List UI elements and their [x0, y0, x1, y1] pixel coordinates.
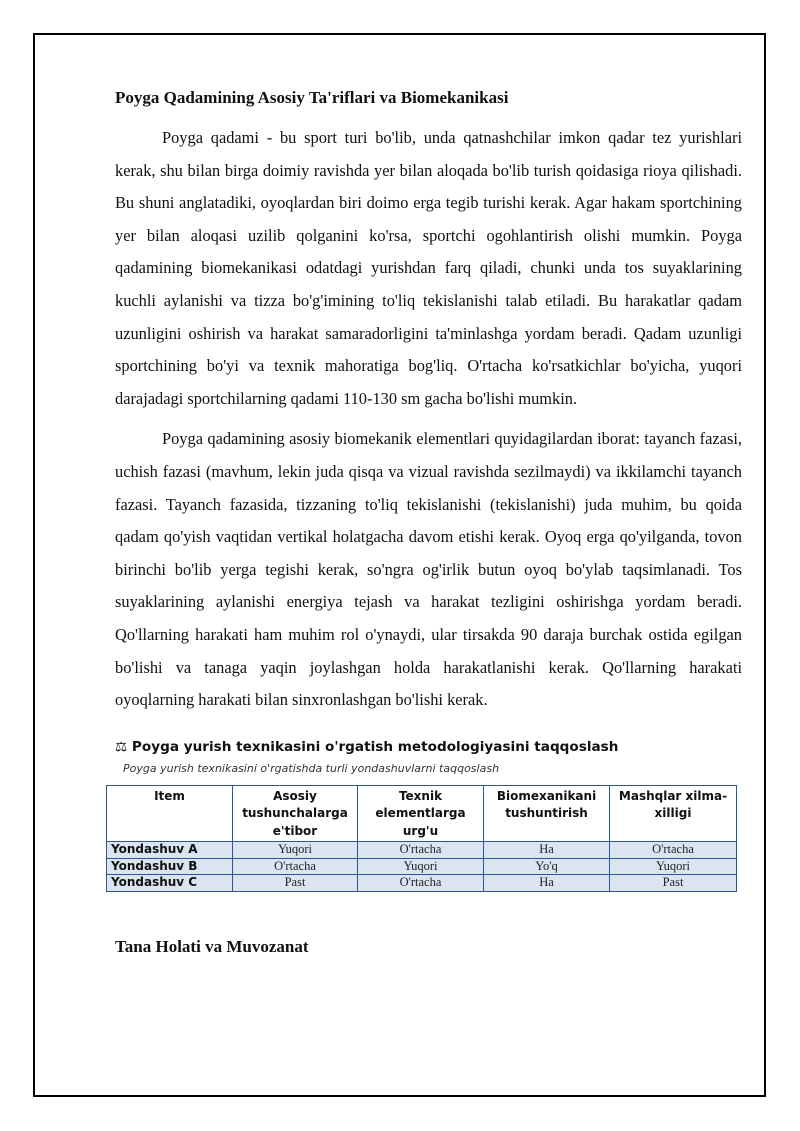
paragraph: Poyga qadamining asosiy biomekanik elementlari quyidagilardan iborat: tayanch fazasi, uchish fazasi (mavhum, lekin juda qisqa va vizual ravishda sezilmaydi) va ikkilamchi tayanch fazasi. Tayanch fazasida, tizzaning to'liq tekislanishi (tekislanishi) juda muhim, bu qoida qadam qo'yish vaqtidan vertikal holatgacha davom etishi kerak. Oyoq erga qo'yilganda, tovon birinchi bo'lib yerga tegishi kerak, so'ngra og'irlik butun oyoq bo'ylab taqsimlanadi. Tos suyaklarining aylanishi energiya tejash va harakat tezligini oshirishga yordam beradi. Qo'llarning harakati ham muhim rol o'ynaydi, ular tirsakda 90 daraja burchak ostida egilgan bo'lishi va tanaga yaqin joylashgan holda harakatlanishi kerak. Qo'llarning harakati oyoqlarning harakati bilan sinxronlashgan bo'lishi kerak.: [115, 429, 742, 710]
column-header: Item: [107, 785, 233, 842]
table-cell: Ha: [484, 842, 610, 859]
column-header: Asosiy tushunchalarga e'tibor: [233, 785, 358, 842]
table-cell: Ha: [484, 875, 610, 892]
table-header-row: [107, 785, 737, 842]
row-header: Yondashuv A: [107, 842, 233, 859]
table-cell: O'rtacha: [233, 858, 358, 875]
table-cell: Yo'q: [484, 858, 610, 875]
table-cell: O'rtacha: [358, 875, 484, 892]
table-row: [107, 842, 737, 859]
column-header: Biomexanikani tushuntirish: [484, 785, 610, 842]
comparison-table: [106, 785, 737, 892]
scales-icon: ⚖: [115, 738, 128, 755]
document-content: [111, 83, 742, 962]
table-caption: Poyga yurish texnikasini o'rgatishda turli yondashuvlarni taqqoslash: [123, 761, 500, 775]
column-header: Mashqlar xilma-xilligi: [610, 785, 737, 842]
column-header: Texnik elementlarga urg'u: [358, 785, 484, 842]
table-cell: O'rtacha: [610, 842, 737, 859]
table-title: [115, 738, 742, 756]
paragraph: Poyga qadami - bu sport turi bo'lib, unda qatnashchilar imkon qadar tez yurishlari kerak, shu bilan birga doimiy ravishda yer bilan aloqada bo'lib turish qoidasiga rioya qilishadi. Bu shuni anglatadiki, oyoqlardan biri doimo erga tegib turishi kerak. Agar hakam sportchining yer bilan aloqasi uzilib qolganini ko'rsa, sportchi ogohlantirish olishi mumkin. Poyga qadamining biomekanikasi odatdagi yurishdan farq qiladi, chunki unda tos suyaklarining kuchli aylanishi va tizza bo'g'imining to'liq tekislanishi talab etiladi. Bu harakatlar qadam uzunligini oshirish va harakat samaradorligini ta'minlashga yordam beradi. Qadam uzunligi sportchining bo'yi va texnik mahoratiga bog'liq. O'rtacha ko'rsatkichlar bo'yicha, yuqori darajadagi sportchilarning qadami 110-130 sm gacha bo'lishi mumkin.: [115, 128, 742, 408]
section-heading: Poyga Qadamining Asosiy Ta'riflari va Biomekanikasi: [115, 88, 509, 107]
row-header: Yondashuv C: [107, 875, 233, 892]
row-header: Yondashuv B: [107, 858, 233, 875]
table-row: [107, 875, 737, 892]
table-cell: Yuqori: [610, 858, 737, 875]
table-cell: Yuqori: [233, 842, 358, 859]
table-title-text: Poyga yurish texnikasini o'rgatish metodologiyasini taqqoslash: [131, 738, 619, 755]
section-heading: Tana Holati va Muvozanat: [115, 936, 309, 956]
table-cell: Yuqori: [358, 858, 484, 875]
table-cell: Past: [233, 875, 358, 892]
table-cell: O'rtacha: [358, 842, 484, 859]
table-cell: Past: [610, 875, 737, 892]
table-row: [107, 858, 737, 875]
